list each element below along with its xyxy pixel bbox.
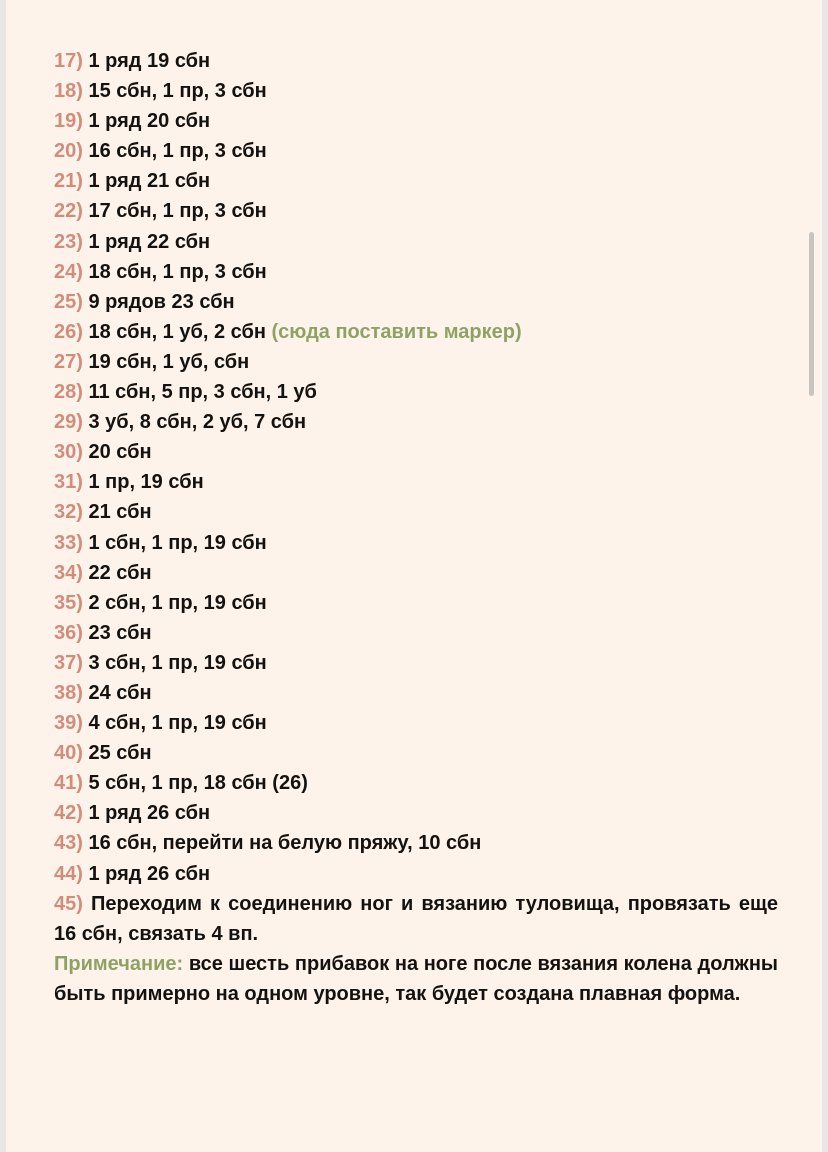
pattern-row: [54, 347, 778, 377]
row-text: 4 сбн, 1 пр, 19 сбн: [88, 712, 267, 735]
row-text: 23 сбн: [88, 621, 152, 644]
row-text: 9 рядов 23 сбн: [88, 290, 235, 313]
row-text: 15 сбн, 1 пр, 3 сбн: [88, 80, 267, 103]
pattern-row: [54, 678, 778, 708]
row-text: 24 сбн: [88, 681, 152, 704]
pattern-row: [54, 287, 778, 317]
document-page: [6, 0, 822, 1152]
pattern-row: [54, 166, 778, 196]
scrollbar-thumb[interactable]: [809, 232, 814, 396]
row-number: 23): [54, 230, 83, 253]
row-text: 20 сбн: [88, 441, 152, 464]
marker-note: (сюда поставить маркер): [271, 320, 522, 343]
row-text: 22 сбн: [88, 561, 152, 584]
pattern-row: [54, 558, 778, 588]
row-text: 1 ряд 22 сбн: [88, 230, 211, 253]
pattern-row: [54, 257, 778, 287]
row-number: 22): [54, 200, 83, 223]
pattern-row: [54, 648, 778, 678]
row-number: 34): [54, 561, 83, 584]
row-text: 17 сбн, 1 пр, 3 сбн: [88, 200, 267, 223]
row-number: 19): [54, 110, 83, 133]
pattern-row: [54, 377, 778, 407]
pattern-row: [54, 407, 778, 437]
pattern-row: [54, 227, 778, 257]
note-paragraph: [54, 949, 778, 1009]
row-number: 44): [54, 862, 83, 885]
row-text: 2 сбн, 1 пр, 19 сбн: [88, 591, 267, 614]
row-number: 32): [54, 501, 83, 524]
row-number: 30): [54, 441, 83, 464]
row-text: 3 уб, 8 сбн, 2 уб, 7 сбн: [88, 411, 307, 434]
pattern-row: [54, 467, 778, 497]
row-number: 24): [54, 260, 83, 283]
row-text: 1 ряд 26 сбн: [88, 862, 211, 885]
row-list: [54, 46, 778, 889]
row-text: 1 сбн, 1 пр, 19 сбн: [88, 531, 267, 554]
row-number: 26): [54, 320, 83, 343]
row-number: 38): [54, 681, 83, 704]
note-text: все шесть прибавок на ноге после вязания колена должны быть примерно на одном уровне, так будет создана плавная форма.: [54, 952, 778, 1005]
pattern-row: [54, 46, 778, 76]
row-number: 40): [54, 742, 83, 765]
pattern-instructions: [54, 46, 778, 1009]
pattern-row: [54, 106, 778, 136]
pattern-row: [54, 497, 778, 527]
row-number: 20): [54, 140, 83, 163]
row-text: 1 ряд 26 сбн: [88, 802, 211, 825]
pattern-row: [54, 768, 778, 798]
final-row: [54, 889, 778, 949]
pattern-row: [54, 136, 778, 166]
row-text: 18 сбн, 1 пр, 3 сбн: [88, 260, 267, 283]
row-number: 35): [54, 591, 83, 614]
pattern-row: [54, 528, 778, 558]
note-label: Примечание:: [54, 952, 184, 975]
pattern-row: [54, 317, 778, 347]
row-number: 42): [54, 802, 83, 825]
row-text: 21 сбн: [88, 501, 152, 524]
row-number: 33): [54, 531, 83, 554]
row-number: 18): [54, 80, 83, 103]
row-number: 21): [54, 170, 83, 193]
row-text: 5 сбн, 1 пр, 18 сбн (26): [88, 772, 308, 795]
row-number: 37): [54, 651, 83, 674]
row-number: 43): [54, 832, 83, 855]
row-text: 1 ряд 19 сбн: [88, 50, 211, 72]
pattern-row: [54, 437, 778, 467]
row-text: 3 сбн, 1 пр, 19 сбн: [88, 651, 267, 674]
row-number: 17): [54, 50, 83, 72]
pattern-row: [54, 798, 778, 828]
row-text: 1 ряд 20 сбн: [88, 110, 211, 133]
pattern-row: [54, 828, 778, 858]
row-number: 45): [54, 892, 83, 915]
row-text: 16 сбн, перейти на белую пряжу, 10 сбн: [88, 832, 482, 855]
row-number: 27): [54, 350, 83, 373]
pattern-row: [54, 859, 778, 889]
row-number: 29): [54, 411, 83, 434]
row-number: 41): [54, 772, 83, 795]
row-number: 31): [54, 471, 83, 494]
row-text: 1 пр, 19 сбн: [88, 471, 204, 494]
row-text: 1 ряд 21 сбн: [88, 170, 211, 193]
row-number: 28): [54, 381, 83, 404]
row-text: Переходим к соединению ног и вязанию туловища, провязать еще 16 сбн, связать 4 вп.: [54, 892, 778, 945]
row-number: 36): [54, 621, 83, 644]
pattern-row: [54, 618, 778, 648]
row-text: 16 сбн, 1 пр, 3 сбн: [88, 140, 267, 163]
pattern-row: [54, 708, 778, 738]
pattern-row: [54, 588, 778, 618]
pattern-row: [54, 196, 778, 226]
row-text: 18 сбн, 1 уб, 2 сбн: [88, 320, 266, 343]
row-number: 25): [54, 290, 83, 313]
pattern-row: [54, 76, 778, 106]
row-text: 19 сбн, 1 уб, сбн: [88, 350, 250, 373]
pattern-row: [54, 738, 778, 768]
row-number: 39): [54, 712, 83, 735]
row-text: 25 сбн: [88, 742, 152, 765]
row-text: 11 сбн, 5 пр, 3 сбн, 1 уб: [88, 381, 317, 404]
